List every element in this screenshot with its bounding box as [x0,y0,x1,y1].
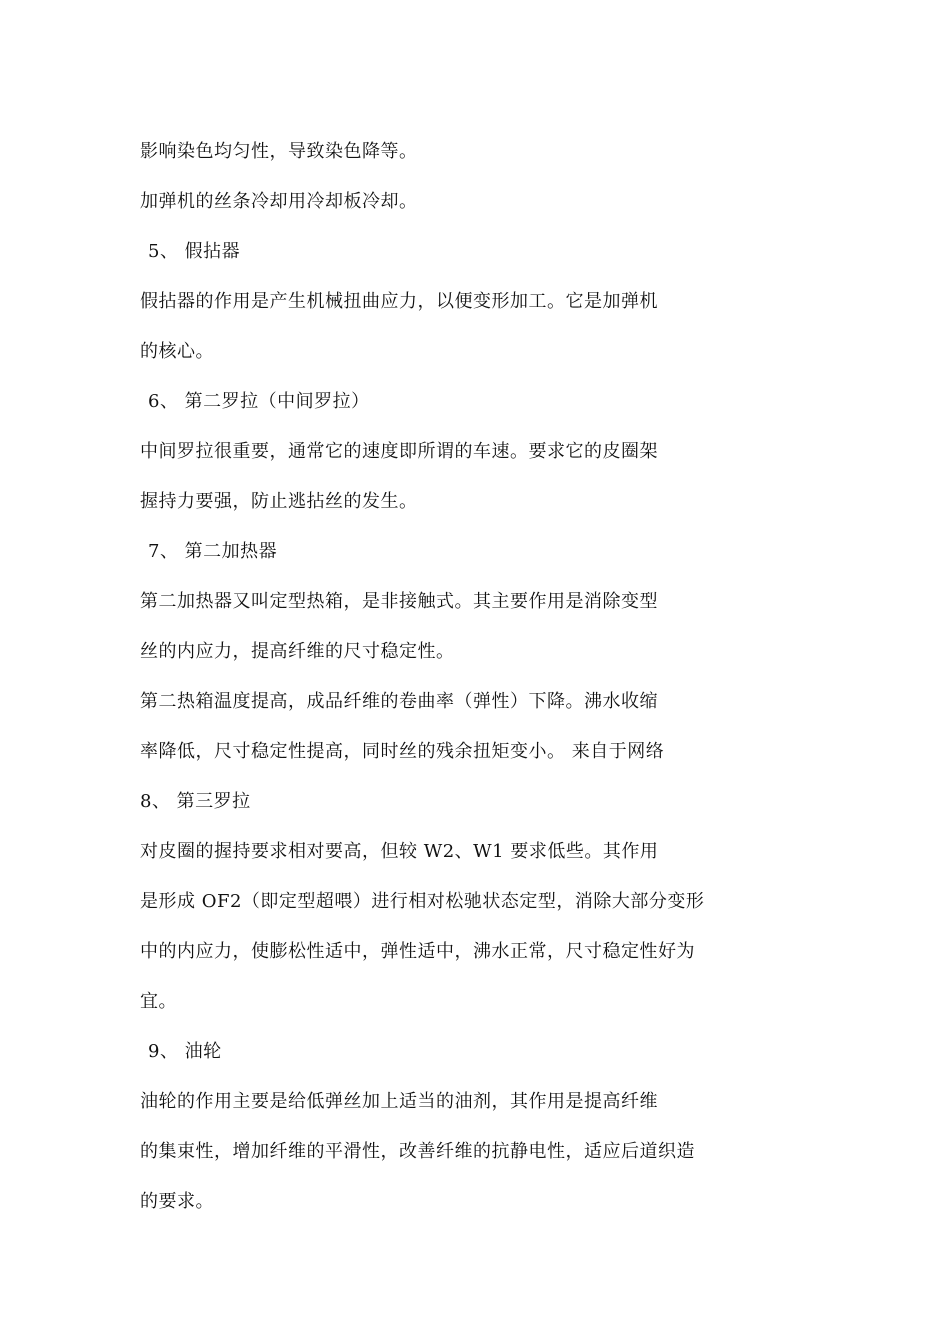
body-text-line: 第二热箱温度提高，成品纤维的卷曲率（弹性）下降。沸水收缩 [140,691,658,712]
body-text-line: 的集束性，增加纤维的平滑性，改善纤维的抗静电性，适应后道织造 [140,1141,695,1162]
body-text-line: 率降低，尺寸稳定性提高，同时丝的残余扭矩变小。 来自于网络 [140,741,665,762]
body-text-line: 油轮的作用主要是给低弹丝加上适当的油剂，其作用是提高纤维 [140,1091,658,1112]
body-text-line: 是形成 OF2（即定型超喂）进行相对松驰状态定型，消除大部分变形 [140,891,705,912]
body-text-line: 宜。 [140,991,177,1012]
body-text-line: 加弹机的丝条冷却用冷却板冷却。 [140,191,418,212]
section-heading-7: 7、 第二加热器 [148,541,278,562]
section-heading-8: 8、 第三罗拉 [140,791,251,812]
body-text-line: 假拈器的作用是产生机械扭曲应力，以便变形加工。它是加弹机 [140,291,658,312]
body-text-line: 的要求。 [140,1191,214,1212]
body-text-line: 影响染色均匀性，导致染色降等。 [140,141,418,162]
section-heading-9: 9、 油轮 [148,1041,222,1062]
body-text-line: 中间罗拉很重要，通常它的速度即所谓的车速。要求它的皮圈架 [140,441,658,462]
body-text-line: 的核心。 [140,341,214,362]
body-text-line: 第二加热器又叫定型热箱，是非接触式。其主要作用是消除变型 [140,591,658,612]
section-heading-5: 5、 假拈器 [148,241,241,262]
body-text-line: 丝的内应力，提高纤维的尺寸稳定性。 [140,641,455,662]
body-text-line: 握持力要强，防止逃拈丝的发生。 [140,491,418,512]
body-text-line: 对皮圈的握持要求相对要高，但较 W2、W1 要求低些。其作用 [140,841,659,862]
body-text-line: 中的内应力，使膨松性适中，弹性适中，沸水正常，尺寸稳定性好为 [140,941,695,962]
section-heading-6: 6、 第二罗拉（中间罗拉） [148,391,370,412]
